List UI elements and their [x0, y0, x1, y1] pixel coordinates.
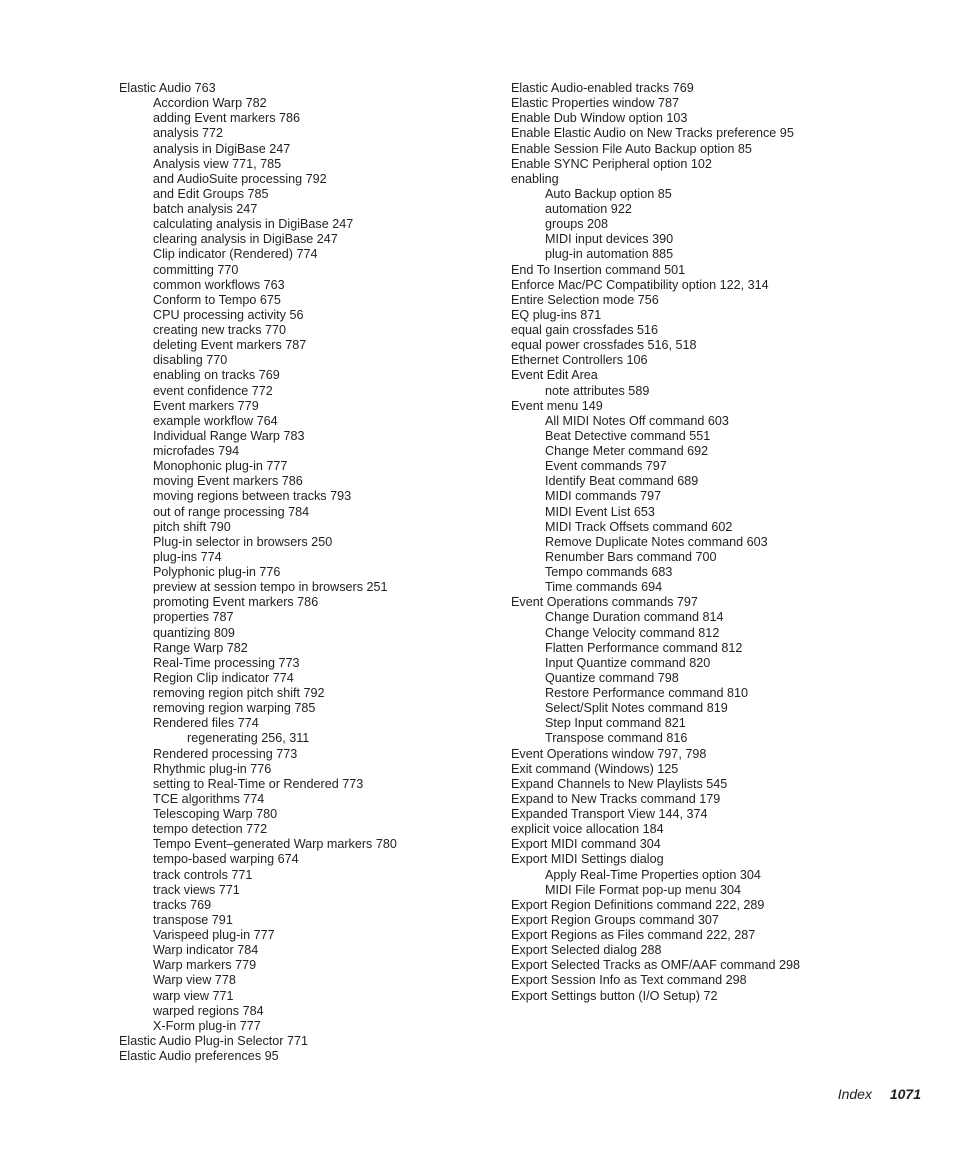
index-subentry: Change Meter command 692	[545, 444, 709, 458]
index-entry: Export Session Info as Text command 298	[511, 973, 747, 988]
index-subentry: CPU processing activity 56	[153, 307, 304, 322]
index-subentry: and Edit Groups 785	[153, 186, 269, 201]
index-subentry: moving Event markers 786	[153, 474, 303, 489]
footer-section-label: Index	[837, 1086, 872, 1102]
index-subentry: Step Input command 821	[545, 716, 686, 731]
index-entry: explicit voice allocation 184	[511, 822, 664, 837]
index-subentry: Event markers 779	[153, 398, 259, 413]
index-subentry: calculating analysis in DigiBase 247	[153, 217, 354, 232]
index-subentry: Identify Beat command 689	[545, 474, 699, 489]
index-entry: Enable Session File Auto Backup option 85	[511, 141, 752, 156]
index-subentry: Telescoping Warp 780	[153, 807, 278, 821]
index-subentry: preview at session tempo in browsers 251	[153, 580, 388, 595]
index-subentry: plug-in automation 885	[545, 247, 674, 262]
index-subentry: Individual Range Warp 783	[153, 428, 305, 443]
index-subentry: quantizing 809	[153, 625, 235, 640]
index-subentry: MIDI Event List 653	[545, 504, 655, 519]
index-subentry: Restore Performance command 810	[545, 686, 748, 700]
index-subentry: removing region warping 785	[153, 701, 316, 716]
index-entry: Exit command (Windows) 125	[511, 761, 679, 776]
index-subentry: Tempo commands 683	[545, 565, 673, 579]
index-subentry: Quantize command 798	[545, 670, 679, 685]
index-subentry: warped regions 784	[153, 1003, 264, 1018]
index-subentry: groups 208	[545, 217, 609, 232]
index-subentry: Renumber Bars command 700	[545, 549, 717, 564]
index-subentry: Warp indicator 784	[153, 943, 259, 958]
index-subentry: Conform to Tempo 675	[153, 292, 281, 307]
index-subentry: Clip indicator (Rendered) 774	[153, 247, 318, 262]
index-subentry: analysis in DigiBase 247	[153, 141, 291, 156]
page-footer	[838, 1086, 921, 1102]
index-entry: Export MIDI Settings dialog	[511, 852, 664, 867]
index-subentry: note attributes 589	[545, 383, 650, 398]
index-subentry: promoting Event markers 786	[153, 595, 319, 610]
index-subentry: track controls 771	[153, 867, 253, 882]
index-subentry: Event commands 797	[545, 459, 667, 474]
index-entry: Export Selected Tracks as OMF/AAF command 298	[511, 958, 801, 973]
index-subentry: Tempo Event–generated Warp markers 780	[153, 837, 397, 852]
index-entry: Elastic Audio preferences 95	[119, 1049, 279, 1063]
index-entry: equal power crossfades 516, 518	[511, 338, 697, 353]
index-entry: Elastic Audio-enabled tracks 769	[511, 81, 694, 95]
index-entry: equal gain crossfades 516	[511, 323, 659, 337]
index-subentry: removing region pitch shift 792	[153, 686, 325, 700]
index-entry: Event Edit Area	[511, 368, 598, 383]
index-entry: Ethernet Controllers 106	[511, 353, 648, 368]
index-subentry: common workflows 763	[153, 277, 285, 292]
index-subentry: clearing analysis in DigiBase 247	[153, 232, 338, 247]
index-subentry: tempo detection 772	[153, 822, 268, 837]
index-entry: Expanded Transport View 144, 374	[511, 807, 708, 821]
index-subentry: setting to Real-Time or Rendered 773	[153, 776, 364, 791]
index-subentry: Flatten Performance command 812	[545, 640, 743, 655]
index-subentry: Apply Real-Time Properties option 304	[545, 867, 761, 882]
index-subentry: committing 770	[153, 262, 239, 277]
index-entry: End To Insertion command 501	[511, 262, 686, 277]
index-subentry: Varispeed plug-in 777	[153, 928, 275, 942]
index-subentry: deleting Event markers 787	[153, 338, 307, 353]
index-subentry: Analysis view 771, 785	[153, 156, 282, 171]
index-entry: Export Regions as Files command 222, 287	[511, 928, 756, 942]
index-subentry: X-Form plug-in 777	[153, 1018, 261, 1033]
index-entry: EQ plug-ins 871	[511, 307, 602, 322]
index-subentry: Rhythmic plug-in 776	[153, 761, 272, 776]
index-subentry: Real-Time processing 773	[153, 655, 300, 670]
index-entry: Event Operations commands 797	[511, 595, 698, 610]
index-subentry: out of range processing 784	[153, 504, 310, 519]
index-entry: Expand Channels to New Playlists 545	[511, 776, 728, 791]
index-subentry: Input Quantize command 820	[545, 655, 711, 670]
index-subentry: warp view 771	[153, 988, 234, 1003]
index-entry: Event Operations window 797, 798	[511, 746, 707, 761]
index-subentry: Warp markers 779	[153, 958, 257, 973]
index-subentry: Accordion Warp 782	[153, 96, 267, 111]
index-column-left	[119, 81, 499, 1064]
index-subentry: tracks 769	[153, 897, 212, 912]
index-subentry: batch analysis 247	[153, 202, 258, 216]
index-subentry: Transpose command 816	[545, 731, 688, 746]
index-subentry: tempo-based warping 674	[153, 852, 299, 867]
index-subentry: Rendered processing 773	[153, 746, 298, 761]
index-subentry: All MIDI Notes Off command 603	[545, 413, 729, 428]
index-subentry: MIDI commands 797	[545, 489, 662, 504]
index-entry: Enable Dub Window option 103	[511, 111, 688, 126]
index-subentry: Auto Backup option 85	[545, 186, 672, 201]
index-subentry: and AudioSuite processing 792	[153, 171, 327, 186]
index-subentry: Rendered files 774	[153, 716, 259, 731]
index-subentry: analysis 772	[153, 126, 224, 141]
index-subentry: Change Duration command 814	[545, 610, 724, 625]
index-subentry: transpose 791	[153, 912, 233, 927]
index-entry: Enforce Mac/PC Compatibility option 122, 314	[511, 277, 769, 292]
index-subentry: Time commands 694	[545, 580, 663, 595]
index-subentry: Change Velocity command 812	[545, 625, 720, 640]
index-entry: Export MIDI command 304	[511, 837, 661, 852]
index-subentry: creating new tracks 770	[153, 323, 287, 337]
index-subentry: MIDI input devices 390	[545, 232, 674, 247]
index-subentry: example workflow 764	[153, 413, 278, 428]
index-subentry: microfades 794	[153, 444, 240, 458]
index-entry: Expand to New Tracks command 179	[511, 791, 721, 806]
index-subentry: disabling 770	[153, 353, 228, 368]
index-subentry: Range Warp 782	[153, 640, 248, 655]
index-entry: Export Region Definitions command 222, 289	[511, 897, 765, 912]
index-entry: Enable SYNC Peripheral option 102	[511, 156, 712, 171]
index-subentry: automation 922	[545, 202, 632, 216]
index-subentry: MIDI File Format pop-up menu 304	[545, 882, 741, 897]
index-subentry: properties 787	[153, 610, 234, 625]
index-entry: Elastic Audio 763	[119, 81, 216, 95]
index-entry: Export Region Groups command 307	[511, 912, 719, 927]
index-subentry: regenerating 256, 311	[187, 731, 310, 746]
index-subentry: Select/Split Notes command 819	[545, 701, 728, 716]
index-subentry: Region Clip indicator 774	[153, 670, 294, 685]
index-subentry: Plug-in selector in browsers 250	[153, 534, 333, 549]
index-column-right	[511, 81, 911, 1004]
index-entry: Elastic Properties window 787	[511, 96, 679, 111]
index-subentry: track views 771	[153, 882, 240, 897]
index-subentry: pitch shift 790	[153, 519, 231, 534]
index-subentry: Monophonic plug-in 777	[153, 459, 288, 474]
index-entry: Enable Elastic Audio on New Tracks preference 95	[511, 126, 794, 141]
page-number: 1071	[889, 1086, 921, 1102]
index-entry: Entire Selection mode 756	[511, 292, 659, 307]
index-entry: Export Selected dialog 288	[511, 943, 662, 958]
index-entry: Elastic Audio Plug-in Selector 771	[119, 1033, 309, 1048]
index-subentry: event confidence 772	[153, 383, 273, 398]
index-subentry: TCE algorithms 774	[153, 791, 265, 806]
index-subentry: Beat Detective command 551	[545, 428, 711, 443]
index-subentry: MIDI Track Offsets command 602	[545, 519, 733, 534]
index-subentry: Remove Duplicate Notes command 603	[545, 534, 768, 549]
index-entry: Event menu 149	[511, 398, 603, 413]
index-entry: Export Settings button (I/O Setup) 72	[511, 988, 718, 1003]
index-subentry: adding Event markers 786	[153, 111, 301, 126]
index-subentry: moving regions between tracks 793	[153, 489, 352, 504]
index-subentry: enabling on tracks 769	[153, 368, 280, 383]
index-subentry: Warp view 778	[153, 973, 236, 988]
index-subentry: Polyphonic plug-in 776	[153, 565, 281, 579]
index-entry: enabling	[511, 171, 559, 186]
index-subentry: plug-ins 774	[153, 549, 222, 564]
